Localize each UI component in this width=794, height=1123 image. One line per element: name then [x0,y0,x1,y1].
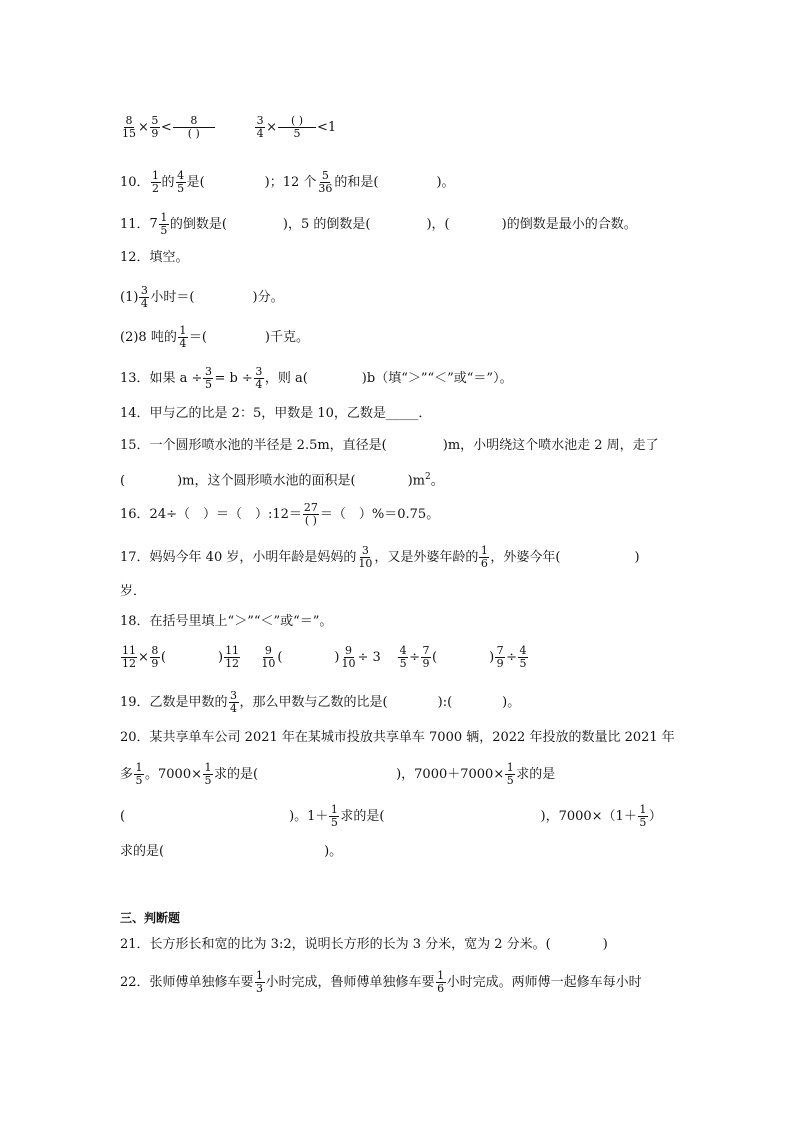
question-18-items: $\frac{11}{12}$ × $\frac{8}{9}$ ( ) $\frac{11}{12}$ $\frac{9}{10}$ ( ) $\frac{9}{10}$ ÷ 3 $\frac{4}{5}$ ÷ $\frac{7}{9}$ ( ) $\frac{7}{9}$ ÷ $\frac{4}{5}$ [122,644,527,670]
fraction: $\frac{5}{36}$ [318,169,333,195]
fraction: $\frac{1}{6}$ [480,544,488,570]
fraction: $\frac{1}{4}$ [179,324,187,350]
question-19: 19．乙数是甲数的 $\frac{3}{4}$ ，那么甲数与乙数的比是( ):( )。 [120,689,521,715]
fraction: $\frac{3}{5}$ [204,365,212,391]
question-20-line2: 多 $\frac{1}{5}$ 。7000× $\frac{1}{5}$ 求的是( )，7000＋7000× $\frac{1}{5}$ 求的是 [120,761,556,787]
fraction: $\frac{4}{5}$ [519,644,527,670]
fraction: $\frac{1}{5}$ [204,761,212,787]
q9-line: $\frac{8}{15}$ × $\frac{5}{9}$ < 8 ( ) $\frac{3}{4}$ × ( ) 5 <1 [122,114,337,140]
question-20-line4: 求的是( )。 [120,844,343,859]
fraction: $\frac{1}{3}$ [256,969,264,995]
fraction: $\frac{7}{9}$ [496,644,504,670]
fraction: $\frac{4}{5}$ [399,644,407,670]
fraction: $\frac{3}{4}$ [256,114,264,140]
fraction: $\frac{3}{4}$ [140,284,148,310]
fraction: $\frac{1}{5}$ [135,761,143,787]
fraction: $\frac{11}{12}$ [122,644,136,670]
question-12-2: (2)8 吨的 $\frac{1}{4}$ ＝( )千克。 [120,324,309,350]
fraction: $\frac{7}{9}$ [422,644,430,670]
question-15-line2: ( )m，这个圆形喷水池的面积是( )$m^2$。 [120,472,444,489]
fraction: $\frac{11}{12}$ [225,644,240,670]
fraction: $\frac{8}{15}$ [122,114,136,140]
question-17-line2: 岁． [120,584,147,599]
fraction: $\frac{3}{4}$ [230,689,238,715]
fraction: 27 ( ) [303,501,318,527]
question-11: 11．7 $\frac{1}{5}$ 的倒数是( )，5 的倒数是( )，( )的倒数是最小的合数。 [120,211,637,237]
question-20-line1: 20．某共享单车公司 2021 年在某城市投放共享单车 7000 辆，2022 年投放的数量比 2021 年 [120,730,675,745]
fraction: $\frac{3}{10}$ [358,544,373,570]
fraction: $\frac{9}{10}$ [261,644,276,670]
question-10: 10． $\frac{1}{2}$ 的 $\frac{4}{5}$ 是( )；12 个 $\frac{5}{36}$ 的和是( )。 [120,169,455,195]
fraction: $\frac{4}{5}$ [177,169,185,195]
fraction: $\frac{1}{5}$ [330,803,338,829]
fraction: $\frac{1}{6}$ [437,969,445,995]
fraction: $\frac{1}{5}$ [160,211,168,237]
question-13: 13．如果 a ÷ $\frac{3}{5}$ = b ÷ $\frac{3}{4}$ ，则 a( )b（填“＞”“＜”或“＝”）。 [120,365,513,391]
section-heading: 三、判断题 [120,911,181,925]
fraction: $\frac{1}{5}$ [639,803,647,829]
fraction: $\frac{3}{4}$ [255,365,263,391]
question-12-1: (1) $\frac{3}{4}$ 小时＝( )分。 [120,284,284,310]
question-12: 12．填空。 [120,250,189,265]
question-18: 18．在括号里填上“＞”“＜”或“＝”。 [120,614,333,629]
fraction: $\frac{9}{10}$ [341,644,356,670]
fraction: $\frac{5}{9}$ [151,114,159,140]
question-22: 22．张师傅单独修车要 $\frac{1}{3}$ 小时完成，鲁师傅单独修车要 $\frac{1}{6}$ 小时完成。两师傅一起修车每小时 [120,969,642,995]
question-16: 16．24÷（ ）＝（ ）:12＝ 27 ( ) ＝（ ）%＝0.75。 [120,501,440,527]
fraction: 8 ( ) [173,115,215,140]
question-17-line1: 17．妈妈今年 40 岁，小明年龄是妈妈的 $\frac{3}{10}$ ，又是外婆年龄的 $\frac{1}{6}$ ，外婆今年( ) [120,544,640,570]
fraction: $\frac{1}{2}$ [152,169,160,195]
question-14: 14．甲与乙的比是 2：5，甲数是 10，乙数是_____． [120,406,432,421]
fraction: $\frac{1}{5}$ [506,761,514,787]
question-15-line1: 15．一个圆形喷水池的半径是 2.5m，直径是( )m，小明绕这个喷水池走 2 周，走了 [120,438,659,453]
fraction: $\frac{8}{9}$ [151,644,159,670]
fraction: ( ) 5 [278,115,316,140]
question-20-line3: ( )。1＋ $\frac{1}{5}$ 求的是( )，7000×（1＋ $\frac{1}{5}$ ） [120,803,662,829]
question-21: 21．长方形长和宽的比为 3:2，说明长方形的长为 3 分米，宽为 2 分米。( ) [120,937,608,952]
